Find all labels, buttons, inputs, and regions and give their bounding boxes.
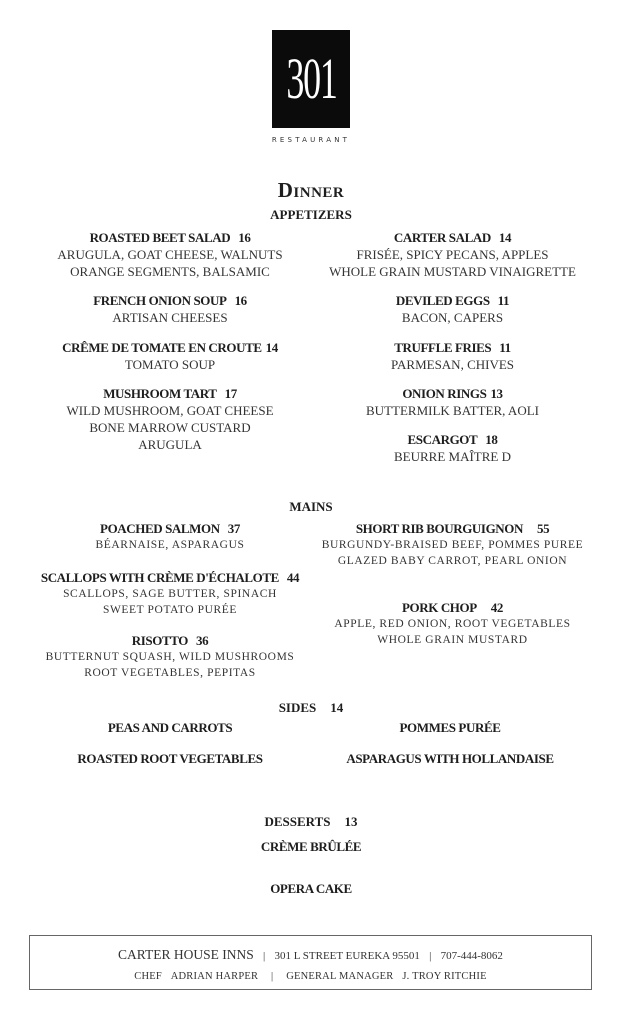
side-name: ASPARAGUS WITH HOLLANDAISE [346,751,554,766]
menu-item [310,339,595,373]
item-price: 42 [490,600,503,615]
separator: | [263,950,266,962]
item-price: 37 [227,521,240,536]
side-name: POMMES PURÉE [399,720,501,735]
item-description: BURGUNDY-BRAISED BEEF, POMMES PUREE [321,539,584,551]
item-description: ARUGULA, GOAT CHEESE, WALNUTS [57,247,283,262]
item-description: BACON, CAPERS [401,310,504,325]
gm-name: J. TROY RITCHIE [402,971,487,982]
item-description: BÉARNAISE, ASPARAGUS [95,539,245,551]
restaurant-logo [272,30,350,128]
footer-contact-line [30,947,591,963]
item-name: FRENCH ONION SOUP [93,293,227,308]
dessert-item [0,838,622,855]
item-description: SWEET POTATO PURÉE [102,604,238,616]
footer-staff-line [30,971,591,982]
item-name: PORK CHOP [402,600,477,615]
chef-label: CHEF [134,971,162,982]
item-price: 11 [497,293,510,308]
menu-title: Dinner [277,178,345,202]
item-description: SCALLOPS, SAGE BUTTER, SPINACH [63,588,277,600]
logo-subtitle: RESTAURANT [271,136,351,144]
item-description: WHOLE GRAIN MUSTARD [377,634,528,646]
inn-name: CARTER HOUSE INNS [118,947,254,962]
item-price: 18 [485,432,498,447]
item-description: BUTTERMILK BATTER, AOLI [366,403,539,418]
side-name: ROASTED ROOT VEGETABLES [77,751,263,766]
item-description: FRISÉE, SPICY PECANS, APPLES [356,247,549,262]
sides-price: 14 [330,700,344,715]
phone-number: 707-444-8062 [440,950,503,962]
item-description: BUTTERNUT SQUASH, WILD MUSHROOMS [45,651,295,663]
address: 301 L STREET EUREKA 95501 [274,950,420,962]
item-description: APPLE, RED ONION, ROOT VEGETABLES [334,618,571,630]
side-item [300,750,600,767]
item-description: ROOT VEGETABLES, PEPITAS [84,667,256,679]
item-name: CARTER SALAD [393,230,491,245]
item-name: TRUFFLE FRIES [394,340,492,355]
side-name: PEAS AND CARROTS [107,720,233,735]
dessert-name: OPERA CAKE [270,881,352,896]
item-name: POACHED SALMON [100,521,220,536]
item-price: 11 [499,340,511,355]
footer-contact-box [29,935,592,990]
desserts-label: DESSERTS [264,814,331,829]
separator: | [271,971,274,982]
item-description: WHOLE GRAIN MUSTARD VINAIGRETTE [329,264,576,279]
item-name: RISOTTO [131,633,188,648]
menu-item [310,292,595,326]
menu-item [30,339,310,373]
side-item [300,719,600,736]
chef-name: ADRIAN HARPER [170,971,259,982]
separator: | [429,950,432,962]
item-price: 44 [286,570,300,585]
item-name: ONION RINGS [402,386,487,401]
item-description: ORANGE SEGMENTS, BALSAMIC [70,264,270,279]
item-price: 36 [196,633,209,648]
logo-number: 301 [285,46,337,111]
section-heading-desserts [0,814,622,830]
item-description: TOMATO SOUP [124,357,216,372]
item-description: WILD MUSHROOM, GOAT CHEESE [66,403,274,418]
item-description: BEURRE MAÎTRE D [394,449,511,464]
gm-label: GENERAL MANAGER [286,971,394,982]
item-price: 13 [490,386,503,401]
item-description: GLAZED BABY CARROT, PEARL ONION [337,555,568,567]
item-price: 16 [238,230,251,245]
item-name: MUSHROOM TART [103,386,217,401]
menu-item [30,632,310,681]
item-name: SCALLOPS WITH CRÈME D'ÉCHALOTE [40,570,279,585]
menu-item [30,229,310,280]
menu-item [310,229,595,280]
item-description: PARMESAN, CHIVES [390,357,515,372]
menu-item [30,385,310,453]
menu-item [30,520,310,553]
item-name: SHORT RIB BOURGUIGNON [355,521,523,536]
sides-label: SIDES [278,700,317,715]
item-description: BONE MARROW CUSTARD [89,420,251,435]
item-price: 17 [224,386,237,401]
item-name: CRÊME DE TOMATE EN CROUTE [62,340,262,355]
menu-item [310,599,595,648]
item-price: 55 [536,521,550,536]
section-heading-appetizers: APPETIZERS [270,207,352,222]
item-name: ROASTED BEET SALAD [89,230,231,245]
side-item [20,750,320,767]
item-price: 16 [234,293,247,308]
item-name: DEVILED EGGS [395,293,490,308]
menu-item [310,431,595,465]
dessert-name: CRÈME BRÛLÉE [260,839,362,854]
desserts-price: 13 [344,814,358,829]
item-price: 14 [498,230,512,245]
menu-item [30,292,310,326]
item-description: ARUGULA [138,437,202,452]
item-name: ESCARGOT [407,432,478,447]
side-item [20,719,320,736]
menu-item [310,520,595,569]
section-heading-sides [0,700,622,716]
menu-item [310,385,595,419]
dessert-item [0,880,622,897]
item-description: ARTISAN CHEESES [112,310,228,325]
item-price: 14 [265,340,278,355]
menu-item [10,569,330,618]
section-heading-mains: MAINS [289,499,333,514]
